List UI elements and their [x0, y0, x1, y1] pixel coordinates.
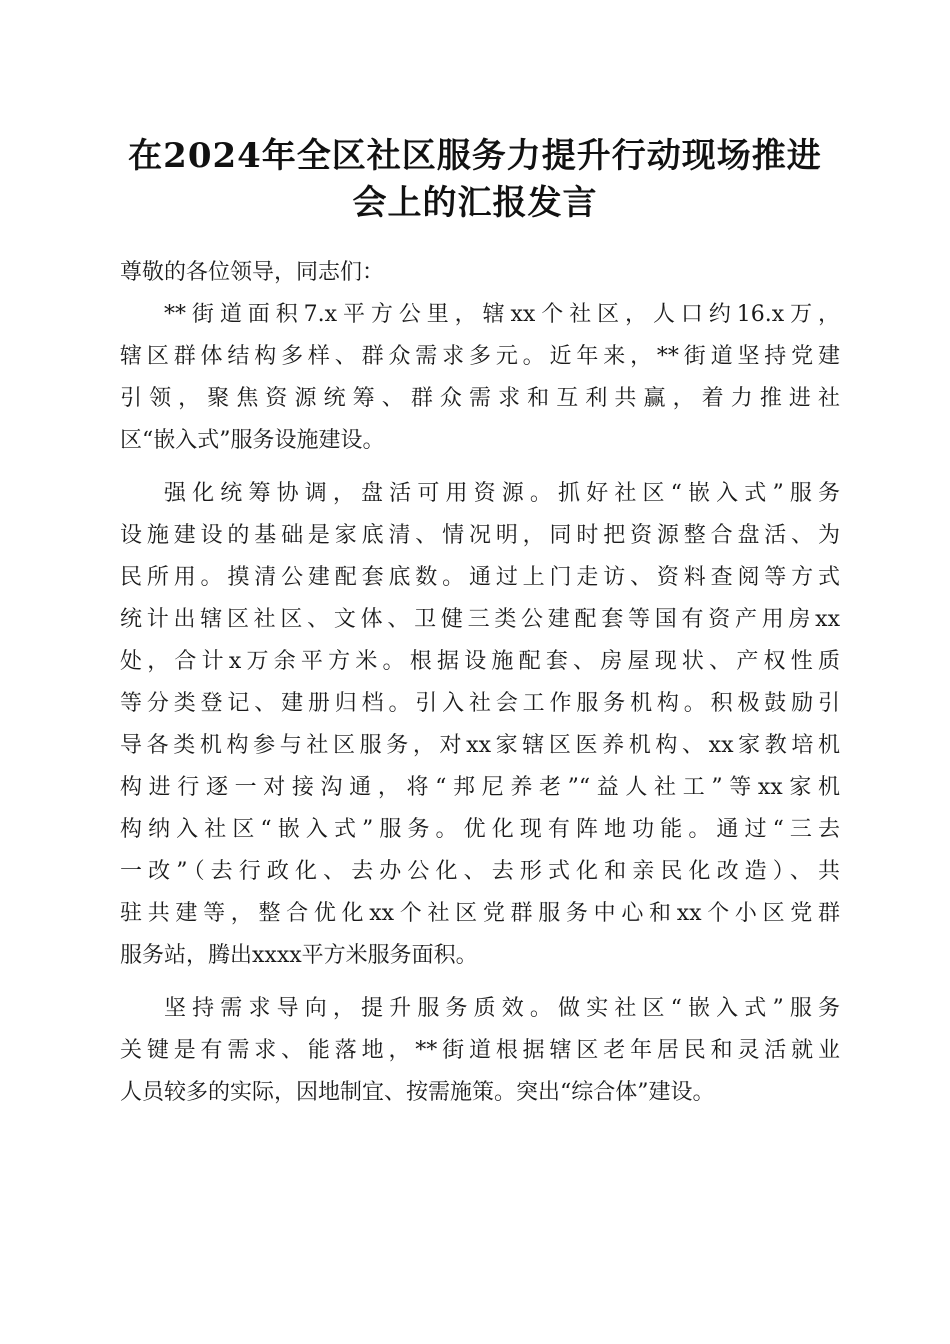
paragraph-line: 区“嵌入式”服务设施建设。: [120, 428, 385, 453]
paragraph-line: 一改”（去行政化、去办公化、去形式化和亲民化改造）、共: [120, 859, 840, 884]
paragraph-line: 构纳入社区“嵌入式”服务。优化现有阵地功能。通过“三去: [120, 817, 840, 842]
paragraph-line: 强化统筹协调，盘活可用资源。抓好社区“嵌入式”服务: [164, 481, 840, 506]
paragraph-line: 服务站，腾出xxxx平方米服务面积。: [120, 943, 478, 968]
title-line-1: 在2024年全区社区服务力提升行动现场推进: [128, 136, 822, 176]
paragraph-line: 坚持需求导向，提升服务质效。做实社区“嵌入式”服务: [164, 996, 840, 1021]
paragraph-spacer: [120, 462, 840, 473]
salutation: 尊敬的各位领导，同志们：: [120, 260, 385, 285]
paragraph-line: 构进行逐一对接沟通，将“邦尼养老”“益人社工”等xx家机: [120, 775, 840, 800]
paragraph-line: 人员较多的实际，因地制宜、按需施策。突出“综合体”建设。: [120, 1080, 715, 1105]
paragraph-line: 关键是有需求、能落地，**街道根据辖区老年居民和灵活就业: [120, 1038, 840, 1063]
paragraph-1: [120, 294, 840, 462]
paragraph-line: 导各类机构参与社区服务，对xx家辖区医养机构、xx家教培机: [120, 733, 840, 758]
document-title: [100, 133, 850, 227]
paragraph-spacer: [120, 977, 840, 988]
paragraph-line: 民所用。摸清公建配套底数。通过上门走访、资料查阅等方式: [120, 565, 840, 590]
paragraph-line: 辖区群体结构多样、群众需求多元。近年来，**街道坚持党建: [120, 344, 840, 369]
paragraph-line: 处，合计x万余平方米。根据设施配套、房屋现状、产权性质: [120, 649, 840, 674]
paragraph-line: 统计出辖区社区、文体、卫健三类公建配套等国有资产用房xx: [120, 607, 840, 632]
paragraph-3: [120, 988, 840, 1114]
paragraph-line: **街道面积7.x平方公里，辖xx个社区，人口约16.x万，: [164, 302, 840, 327]
document-body: [120, 252, 840, 1114]
paragraph-line: 驻共建等，整合优化xx个社区党群服务中心和xx个小区党群: [120, 901, 840, 926]
paragraph-2: [120, 473, 840, 977]
paragraph-line: 设施建设的基础是家底清、情况明，同时把资源整合盘活、为: [120, 523, 840, 548]
paragraph-line: 引领，聚焦资源统筹、群众需求和互利共赢，着力推进社: [120, 386, 840, 411]
paragraph-line: 等分类登记、建册归档。引入社会工作服务机构。积极鼓励引: [120, 691, 840, 716]
title-line-2: 会上的汇报发言: [352, 183, 598, 223]
